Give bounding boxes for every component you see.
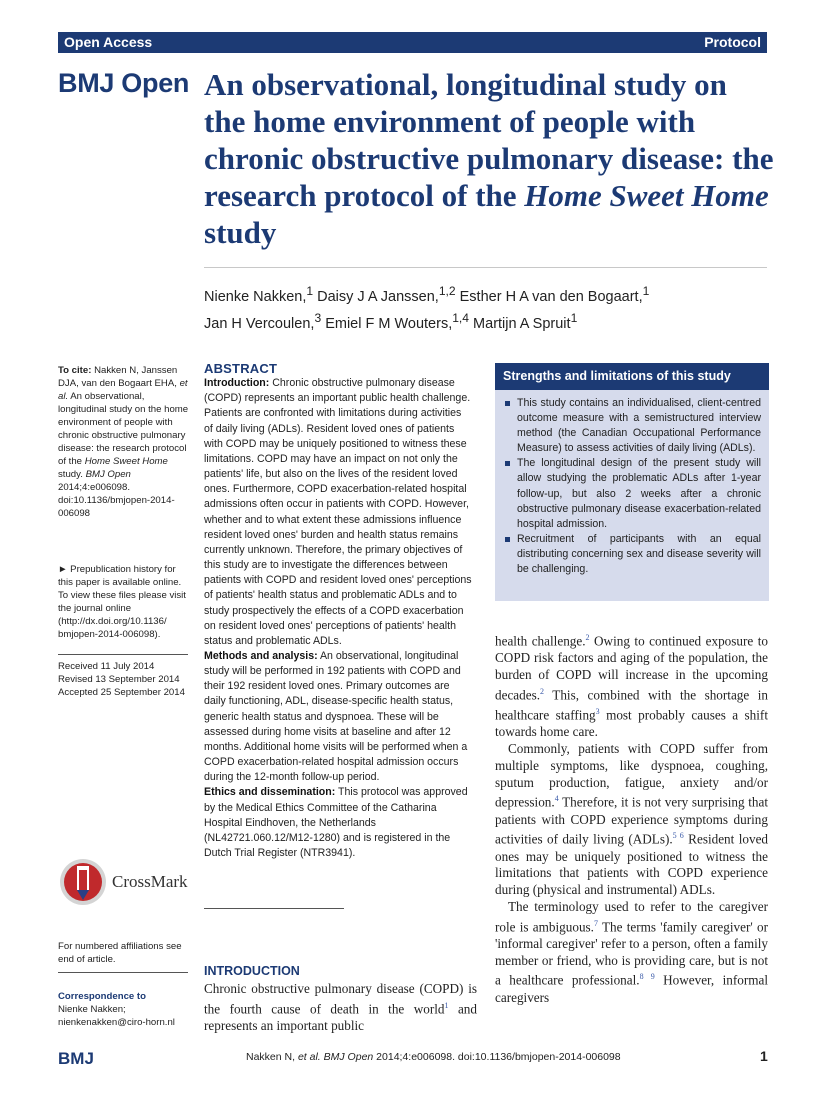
introduction-text: Chronic obstructive pulmonary disease (COPD) is the fourth cause of death in the world$^1$ and represents an important public — [204, 981, 477, 1033]
paragraph: health challenge.$^2$ Owing to continued exposure to COPD risk factors and aging of the population, the burden of COPD will increase in the upcoming decades.$^2$ This, combined with the shortage in healthcare staffing$^3$ most probably causes a shift towards home care. — [495, 633, 768, 740]
author: Emiel F M Wouters,$^{1,4}$ — [325, 310, 470, 332]
strengths-heading: Strengths and limitations of this study — [495, 363, 769, 390]
list-item: The longitudinal design of the present study will allow studying the problematic ADLs after 1-year follow-up, but also 2 weeks after a chronic obstructive pulmonary disease exacerbation-related hospital admission. — [503, 456, 761, 531]
journal-logo: BMJ Open — [58, 68, 190, 98]
reference-link[interactable]: 8 9 — [639, 972, 655, 982]
reference-link[interactable]: 3 — [595, 706, 600, 716]
reference-link[interactable]: 1 — [444, 1000, 449, 1010]
sidebar-divider — [58, 972, 188, 973]
title-italic: Home Sweet Home — [524, 178, 769, 213]
crossmark-icon — [58, 857, 108, 907]
author: Esther H A van den Bogaart,$^1$ — [459, 284, 650, 305]
author: Nienke Nakken,$^1$ — [204, 284, 314, 305]
paragraph: The terminology used to refer to the caregiver role is ambiguous.$^7$ The terms 'family caregiver' or 'informal caregiver' refer to a person, often a family member or friend, who is providing care, but is not a healthcare professional.$^{8 9}$ However, informal caregivers — [495, 898, 769, 1005]
history-dates — [58, 660, 190, 699]
page-number: 1 — [760, 1048, 768, 1064]
abstract-heading: ABSTRACT — [204, 361, 278, 376]
author-list — [204, 281, 764, 335]
title-divider — [204, 267, 767, 268]
title-text-end: study — [204, 215, 277, 250]
paragraph: Commonly, patients with COPD suffer from multiple symptoms, like dyspnoea, coughing, sputum production, fatigue, anxiety and/or depression.$^4$ Therefore, it is not very surprising that patients with COPD experience symptoms during activities of daily living (ADLs).$^{5 6}$ Resident loved ones may be uniquely positioned to witness the limitations that patients with COPD experience during (physical and instrumental) ADLs. — [495, 740, 769, 898]
body-column — [495, 630, 768, 1006]
sidebar-divider — [58, 654, 188, 655]
reference-link[interactable]: 2 — [585, 633, 590, 642]
accepted-date: Accepted 25 September 2014 — [58, 687, 185, 698]
reference-link[interactable]: 2 — [540, 686, 545, 696]
abstract: ABSTRACT Introduction: Chronic obstructive pulmonary disease (COPD) represents an important public health challenge. Patients are confronted with limitations during activities of daily living (ADLs). Resident loved ones of patients with COPD may be uniquely positioned to witness these limitations. COPD may have an impact on not only the patients' life, but also on the lives of the resident loved ones. Furthermore, COPD exacerbation-related hospital admissions often occur in patients with COPD. However, whether and to what extent these admissions influence resident loved ones' burden and health status remains currently unknown. Therefore, the primary objectives of this study are to investigate the differences between patients with COPD and resident loved ones' perceptions of patients' health status and problematic ADLs and to study prospectively the effects of a COPD exacerbation on resident loved ones' perceptions of patients' health status and problematic ADLs. Methods and analysis: An observational, longitudinal study will be performed in 192 patients with COPD and their 192 resident loved ones. Primary outcomes are daily functioning, ADL, disease-specific health status, generic health status and dyspnoea. These will be assessed during home visits at baseline and after 12 months. Additional home visits will be performed when a COPD exacerbation-related hospital admission occurs during the 12-month follow-up period. Ethics and dissemination: This protocol was approved by the Medical Ethics Committee of the Catharina Hospital Eindhoven, the Netherlands (NL42721.060.12/M12-1280) and is registered in the Dutch Trial Register (NTR3941). — [204, 361, 472, 859]
square-bullet-icon — [505, 401, 510, 406]
correspondence-name: Nienke Nakken; — [58, 1004, 126, 1015]
reference-link[interactable]: 4 — [554, 794, 559, 804]
correspondence-label: Correspondence to — [58, 991, 146, 1002]
article-type-label: Protocol — [704, 34, 761, 50]
citation-block: To cite: Nakken N, Janssen DJA, van den Bogaart EHA, et al. An observational, longitudinal study on the home environment of people with chronic obstructive pulmonary disease: the research protocol of the Home Sweet Home study. BMJ Open 2014;4:e006098. doi:10.1136/bmjopen-2014-006098 — [58, 365, 189, 519]
affiliation-note: For numbered affiliations see end of article. — [58, 941, 182, 965]
revised-date: Revised 13 September 2014 — [58, 674, 180, 685]
list-item: This study contains an individualised, client-centred outcome measure with a semistructured interview method (the Canadian Occupational Performance Measure) to assess activities of daily living (ADLs). — [503, 396, 761, 456]
crossmark-badge[interactable] — [58, 857, 198, 907]
introduction-heading: INTRODUCTION — [204, 964, 300, 978]
crossmark-label: CrossMark — [112, 872, 188, 891]
received-date: Received 11 July 2014 — [58, 661, 155, 672]
reference-link[interactable]: 5 6 — [672, 831, 684, 841]
top-banner — [58, 32, 767, 53]
reference-link[interactable]: 7 — [593, 918, 598, 928]
square-bullet-icon — [505, 537, 510, 542]
author: Martijn A Spruit$^1$ — [473, 310, 578, 332]
square-bullet-icon — [505, 461, 510, 466]
correspondence-email[interactable]: nienkenakken@ciro-horn.nl — [58, 1017, 175, 1028]
bmj-footer-logo: BMJ — [58, 1049, 94, 1068]
title-text: An observational, longitudinal study on the home environment of people with chronic obstructive pulmonary disease: the research protocol of the — [204, 67, 774, 213]
abstract-divider — [204, 908, 344, 909]
footer-citation: Nakken N, et al. BMJ Open 2014;4:e006098. doi:10.1136/bmjopen-2014-006098 — [246, 1051, 621, 1063]
correspondence-block — [58, 990, 190, 1029]
strengths-box — [495, 363, 769, 601]
author: Jan H Vercoulen,$^3$ — [204, 310, 322, 332]
list-item: Recruitment of participants with an equal distributing concerning sex and disease severity will be challenging. — [503, 532, 761, 577]
article-title — [204, 66, 774, 251]
prepublication-note[interactable]: ► Prepublication history for this paper is available online. To view these files please visit the journal online (http://dx.doi.org/10.1136/ bmjopen-2014-006098). — [58, 564, 186, 640]
open-access-label: Open Access — [64, 34, 153, 50]
triangle-icon: ► — [58, 564, 68, 575]
author: Daisy J A Janssen,$^{1,2}$ — [317, 284, 456, 305]
